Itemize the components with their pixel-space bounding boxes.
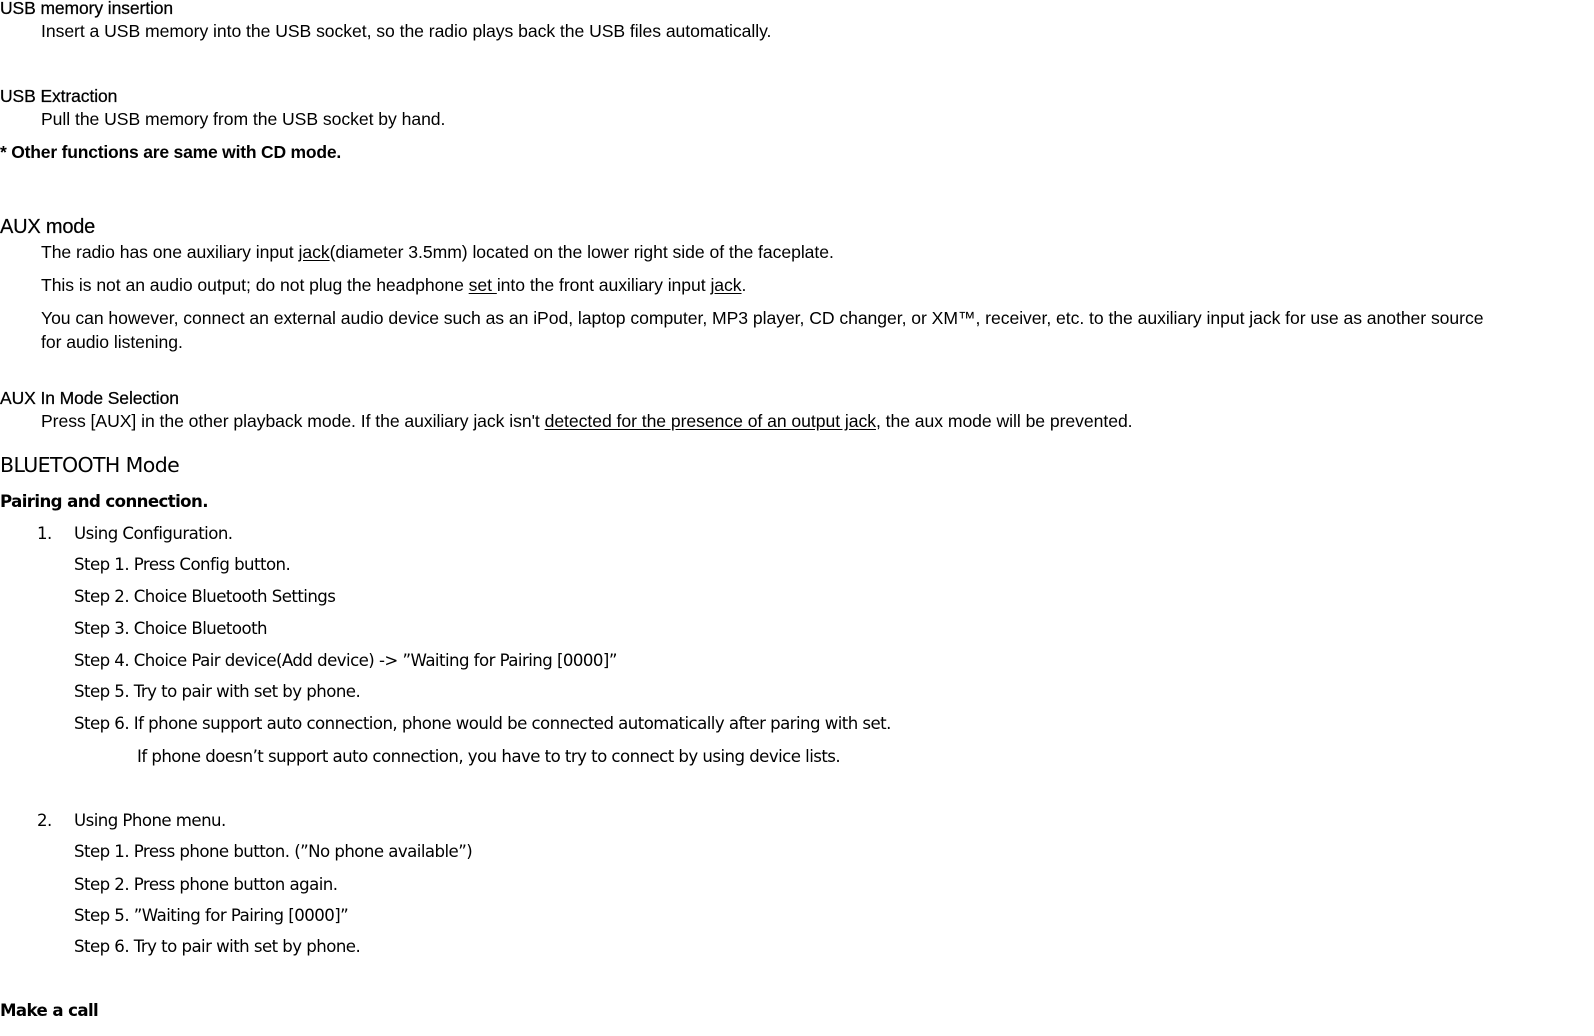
aux-p2-post: . bbox=[741, 275, 747, 295]
list-1-step: Step 2. Choice Bluetooth Settings bbox=[74, 587, 336, 606]
usb-insertion-heading: USB memory insertion bbox=[0, 0, 174, 18]
list-1-number: 1. bbox=[37, 524, 52, 543]
list-2-step: Step 5. ”Waiting for Pairing [0000]” bbox=[74, 906, 349, 925]
list-1-step: Step 3. Choice Bluetooth bbox=[74, 619, 267, 638]
aux-mode-paragraph-3-line-2: for audio listening. bbox=[41, 332, 183, 352]
list-2-title: Using Phone menu. bbox=[74, 811, 226, 830]
aux-selection-text bbox=[41, 411, 1133, 432]
note-text: * Other functions are same with CD mode. bbox=[0, 142, 342, 162]
aux-selection-heading: AUX In Mode Selection bbox=[0, 388, 179, 408]
list-1-step: Step 5. Try to pair with set by phone. bbox=[74, 682, 361, 701]
list-2-step: Step 6. Try to pair with set by phone. bbox=[74, 937, 361, 956]
aux-mode-paragraph-1 bbox=[41, 242, 834, 263]
list-2-number: 2. bbox=[37, 811, 52, 830]
list-2-step: Step 1. Press phone button. (”No phone available”) bbox=[74, 842, 473, 861]
aux-p2-set-link: set bbox=[468, 275, 497, 295]
aux-p2-mid: into the front auxiliary input bbox=[496, 275, 711, 295]
list-1-step: Step 6. If phone support auto connection, phone would be connected automatically after paring with set. bbox=[74, 714, 891, 733]
make-call-heading: Make a call bbox=[0, 1001, 99, 1020]
aux-mode-paragraph-2 bbox=[41, 275, 746, 296]
list-1-step: Step 1. Press Config button. bbox=[74, 555, 291, 574]
list-1-title: Using Configuration. bbox=[74, 524, 233, 543]
aux-selection-link: detected for the presence of an output jack bbox=[544, 411, 876, 431]
aux-mode-heading: AUX mode bbox=[0, 216, 96, 238]
aux-mode-paragraph-3-line-1: You can however, connect an external audio device such as an iPod, laptop computer, MP3 player, CD changer, or XM™, receiver, etc. to the auxiliary input jack for use as another source bbox=[41, 308, 1484, 328]
usb-insertion-text: Insert a USB memory into the USB socket, so the radio plays back the USB files automatically. bbox=[41, 21, 772, 41]
aux-p1-post: (diameter 3.5mm) located on the lower right side of the faceplate. bbox=[329, 242, 834, 262]
usb-extraction-text: Pull the USB memory from the USB socket by hand. bbox=[41, 109, 446, 129]
list-1-step-continuation: If phone doesn’t support auto connection, you have to try to connect by using device lists. bbox=[137, 747, 841, 766]
usb-extraction-heading: USB Extraction bbox=[0, 86, 118, 106]
aux-p2-pre: This is not an audio output; do not plug the headphone bbox=[41, 275, 469, 295]
aux-p2-jack-link: jack bbox=[710, 275, 742, 295]
aux-p1-pre: The radio has one auxiliary input bbox=[41, 242, 299, 262]
list-1-step: Step 4. Choice Pair device(Add device) -> ”Waiting for Pairing [0000]” bbox=[74, 651, 617, 670]
list-2-step: Step 2. Press phone button again. bbox=[74, 875, 338, 894]
bluetooth-heading: BLUETOOTH Mode bbox=[0, 453, 180, 477]
aux-p1-jack-link: jack bbox=[298, 242, 330, 262]
aux-selection-post: , the aux mode will be prevented. bbox=[875, 411, 1133, 431]
aux-selection-pre: Press [AUX] in the other playback mode. If the auxiliary jack isn't bbox=[41, 411, 545, 431]
pairing-subheading: Pairing and connection. bbox=[0, 492, 208, 511]
